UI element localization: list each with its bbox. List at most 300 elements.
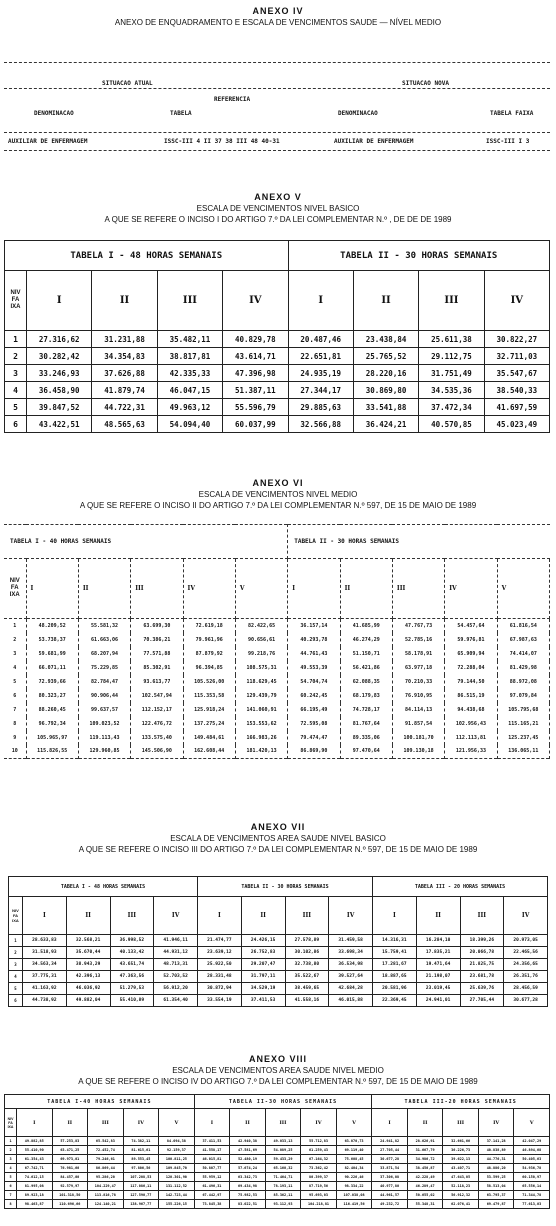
value-cell: 97.806,56 [123,1164,159,1173]
column-header: IV [123,1109,159,1137]
annex4-row-nova-codes: ISSC-III I 3 [486,138,530,145]
table-row [5,331,550,348]
value-cell: 142.723,44 [159,1191,195,1200]
annex8-table2-title: TABELA II-30 HORAS SEMANAIS [194,1095,372,1109]
value-cell: 95.286,20 [88,1173,124,1182]
value-cell: 80.399,37 [301,1173,337,1182]
value-cell: 63.977,18 [392,661,444,675]
value-cell: 20.973,05 [504,935,548,947]
value-cell: 71.344,78 [514,1191,550,1200]
value-cell: 51.387,11 [223,382,288,399]
value-cell: 44.722,31 [92,399,157,416]
column-header: IV [301,1109,337,1137]
value-cell: 75.608,45 [336,1155,372,1164]
corner-label: NIV [7,1116,14,1121]
value-cell: 60.150,97 [514,1173,550,1182]
value-cell: 37.141,28 [478,1137,514,1146]
level-cell: 7 [5,1191,17,1200]
value-cell: 74.382,11 [123,1137,159,1146]
value-cell: 76.981,60 [52,1164,88,1173]
value-cell: 43.422,51 [27,416,92,433]
annex7-table2-title: TABELA II - 30 HORAS SEMANAIS [198,877,373,897]
value-cell: 31.751,49 [419,365,484,382]
value-cell: 141.060,91 [235,703,287,717]
value-cell: 90.226,46 [336,1173,372,1182]
table-row [5,1182,550,1191]
value-cell: 93.112,93 [265,1200,301,1209]
column-header: II [416,897,460,935]
value-cell: 52.785,16 [392,633,444,647]
value-cell: 18.887,65 [373,971,417,983]
value-cell: 74.414,07 [497,647,549,661]
value-cell: 49.963,12 [157,399,222,416]
annex4-col-tabela-faixa: TABELA FAIXA [490,110,534,117]
column-header: III [460,897,504,935]
value-cell: 28.456,59 [504,983,548,995]
value-cell: 38.459,65 [285,983,329,995]
value-cell: 28.220,16 [353,365,418,382]
table-row [5,1146,550,1155]
value-cell: 61.354,40 [154,995,198,1007]
column-header: IV [445,559,497,619]
level-cell: 5 [5,1173,17,1182]
value-cell: 129.960,85 [78,745,130,759]
table-row [9,947,548,959]
column-header: II [407,1109,443,1137]
value-cell: 119.113,43 [78,731,130,745]
value-cell: 67.442,97 [194,1191,230,1200]
value-cell: 84.094,38 [159,1137,195,1146]
value-cell: 54.089,25 [265,1146,301,1155]
column-header: II [78,559,130,619]
value-cell: 63.342,73 [230,1173,266,1182]
column-header: IV [223,271,288,331]
value-cell: 112.152,17 [131,703,183,717]
value-cell: 42.684,28 [329,983,373,995]
value-cell: 63.795,37 [478,1191,514,1200]
value-cell: 74.728,17 [340,703,392,717]
value-cell: 72.595,08 [288,717,340,731]
column-header: I [27,271,92,331]
value-cell: 65.542,83 [88,1137,124,1146]
value-cell: 36.534,98 [329,959,373,971]
column-header: II [340,559,392,619]
value-cell: 24.941,82 [372,1137,408,1146]
annex7-corner [9,897,23,935]
table-row [9,935,548,947]
annex6-corner [4,559,26,619]
table-row [5,348,550,365]
table-row [5,1200,550,1209]
column-header: V [497,559,549,619]
value-cell: 42.047,29 [514,1137,550,1146]
value-cell: 112.113,81 [445,731,497,745]
value-cell: 131.112,52 [159,1182,195,1191]
level-cell: 1 [9,935,23,947]
value-cell: 34.529,19 [241,983,285,995]
value-cell: 39.527,64 [329,971,373,983]
value-cell: 40.293,78 [288,633,340,647]
value-cell: 21.474,77 [198,935,242,947]
value-cell: 68.207,94 [78,647,130,661]
column-header: I [372,1109,408,1137]
column-header: II [92,271,157,331]
value-cell: 21.825,75 [460,959,504,971]
value-cell: 136.065,11 [497,745,549,759]
value-cell: 43.407,71 [443,1164,479,1173]
value-cell: 41.558,16 [285,995,329,1007]
value-cell: 20.581,96 [373,983,417,995]
value-cell: 37.411,53 [241,995,285,1007]
column-header: II [353,271,418,331]
value-cell: 33.541,88 [353,399,418,416]
value-cell: 118.629,45 [235,675,287,689]
value-cell: 24.426,15 [241,935,285,947]
value-cell: 56.421,86 [340,661,392,675]
corner-label: IXA [7,1124,14,1129]
level-cell: 3 [5,1155,17,1164]
value-cell: 67.742,71 [17,1164,53,1173]
value-cell: 96.394,85 [183,661,235,675]
value-cell: 104.229,47 [88,1182,124,1191]
level-cell: 4 [5,1164,17,1173]
value-cell: 76.910,95 [392,689,444,703]
value-cell: 43.651,74 [110,959,154,971]
column-header: III [131,559,183,619]
column-header: IV [183,559,235,619]
corner-label: IXA [10,304,21,310]
value-cell: 87.879,92 [183,647,235,661]
column-header: I [288,271,353,331]
value-cell: 44.931,12 [154,947,198,959]
value-cell: 50.405,63 [514,1155,550,1164]
value-cell: 28.633,83 [23,935,67,947]
value-cell: 26.351,76 [504,971,548,983]
value-cell: 40.829,78 [223,331,288,348]
value-cell: 88.260,45 [26,703,78,717]
table-row [4,731,550,745]
column-header: IV [504,897,548,935]
level-cell: 1 [5,331,27,348]
annex5-section [0,192,556,225]
annex4-row-nova-denom: AUXILIAR DE ENFERMAGEM [334,138,414,145]
level-cell: 8 [5,1200,17,1209]
value-cell: 31.667,79 [407,1146,443,1155]
value-cell: 162.608,44 [183,745,235,759]
corner-label: NIV [10,290,21,296]
value-cell: 30.822,27 [484,331,549,348]
value-cell: 137.275,24 [183,717,235,731]
table-row [4,717,550,731]
value-cell: 59.433,29 [265,1155,301,1164]
value-cell: 63.471,25 [52,1146,88,1155]
value-cell: 79.144,50 [445,675,497,689]
value-cell: 66.195,49 [288,703,340,717]
value-cell: 33.871,54 [372,1164,408,1173]
value-cell: 67.164,32 [301,1155,337,1164]
value-cell: 52.703,52 [154,971,198,983]
table-row [4,633,550,647]
column-header: III [419,271,484,331]
value-cell: 35.522,67 [285,971,329,983]
value-cell: 22.651,81 [288,348,353,365]
column-header: III [285,897,329,935]
table-row [5,1137,550,1146]
annex8-subtitle1: ESCALA DE VENCIMENTOS AREA SAUDE NIVEL MEDIO [172,1066,384,1075]
value-cell: 109.130,18 [392,745,444,759]
table-row [5,1164,550,1173]
value-cell: 46.036,92 [66,983,110,995]
value-cell: 46.894,68 [514,1146,550,1155]
value-cell: 116.419,56 [336,1200,372,1209]
value-cell: 55.959,12 [194,1173,230,1182]
column-header: II [230,1109,266,1137]
value-cell: 44.738,92 [23,995,67,1007]
value-cell: 43.614,71 [223,348,288,365]
corner-label: FA [11,297,20,303]
value-cell: 46.015,81 [194,1155,230,1164]
value-cell: 20.066,78 [460,947,504,959]
value-cell: 109.845,70 [159,1164,195,1173]
column-header: II [241,897,285,935]
value-cell: 110.696,66 [52,1200,88,1209]
level-cell: 3 [9,959,23,971]
value-cell: 181.420,13 [235,745,287,759]
level-cell: 4 [4,661,26,675]
table-row [4,619,550,633]
value-cell: 149.484,61 [183,731,235,745]
value-cell: 29.885,63 [288,399,353,416]
column-header: I [26,559,78,619]
annex6-heading: ANEXO VI [252,478,304,488]
value-cell: 61.354,43 [17,1155,53,1164]
annex7-table1-title: TABELA I - 48 HORAS SEMANAIS [9,877,198,897]
annex6-table1-title: TABELA I - 40 HORAS SEMANAIS [4,525,288,559]
annex4-col-tabela: TABELA [170,110,192,117]
annex5-subtitle1: ESCALA DE VENCIMENTOS NIVEL BASICO [196,204,360,213]
value-cell: 113.816,78 [88,1191,124,1200]
value-cell: 73.362,42 [301,1164,337,1173]
value-cell: 60.242,45 [288,689,340,703]
value-cell: 90.656,61 [235,633,287,647]
value-cell: 72.288,04 [445,661,497,675]
value-cell: 145.506,90 [131,745,183,759]
value-cell: 33.246,93 [27,365,92,382]
value-cell: 79.961,96 [183,633,235,647]
value-cell: 49.033,13 [265,1137,301,1146]
annex8-table3-title: TABELA III-20 HORAS SEMANAIS [372,1095,550,1109]
value-cell: 70.386,21 [131,633,183,647]
annex5-corner [5,271,27,331]
annex6-section [0,478,556,511]
value-cell: 83.022,51 [230,1200,266,1209]
annex6-table2-title: TABELA II - 30 HORAS SEMANAIS [288,525,550,559]
value-cell: 121.956,33 [445,745,497,759]
column-header: III [265,1109,301,1137]
value-cell: 46.015,88 [329,995,373,1007]
value-cell: 69.434,98 [230,1182,266,1191]
value-cell: 38.817,81 [157,348,222,365]
value-cell: 99.637,57 [78,703,130,717]
value-cell: 81.767,64 [340,717,392,731]
value-cell: 56.912,20 [154,983,198,995]
column-header: I [373,897,417,935]
table-row [5,1191,550,1200]
value-cell: 55.581,32 [78,619,130,633]
table-row [4,703,550,717]
value-cell: 33.554,19 [198,995,242,1007]
value-cell: 40.133,42 [110,947,154,959]
value-cell: 122.476,72 [131,717,183,731]
value-cell: 27.705,44 [372,1146,408,1155]
value-cell: 97.470,64 [340,745,392,759]
value-cell: 47.643,05 [443,1173,479,1182]
value-cell: 53.738,37 [26,633,78,647]
value-cell: 66.071,11 [26,661,78,675]
value-cell: 31.797,11 [241,971,285,983]
value-cell: 62.088,35 [340,675,392,689]
annex8-subtitle2: A QUE SE REFERE O INCISO IV DO ARTIGO 7.º DA LEI COMPLEMENTAR N.º 597, DE 15 DE MAIO DE 1989 [78,1077,478,1086]
value-cell: 41.946,11 [154,935,198,947]
level-cell: 5 [4,675,26,689]
annex8-table [4,1094,550,1209]
annex4-rule-bottom [4,150,550,151]
value-cell: 41.697,59 [484,399,549,416]
annex4-row-atual-codes: ISSC-III 4 II 37 38 III 48 40-31 [164,138,280,145]
value-cell: 52.480,19 [230,1155,266,1164]
level-cell: 4 [5,382,27,399]
value-cell: 125.918,24 [183,703,235,717]
column-header: V [159,1109,195,1137]
value-cell: 44.961,57 [372,1191,408,1200]
value-cell: 72.619,18 [183,619,235,633]
value-cell: 80.323,27 [26,689,78,703]
value-cell: 109.023,52 [78,717,130,731]
value-cell: 58.178,91 [392,647,444,661]
level-cell: 1 [5,1137,17,1146]
value-cell: 33.698,34 [329,947,373,959]
value-cell: 22.465,56 [504,947,548,959]
corner-label: IXA [9,592,20,598]
value-cell: 54.457,64 [445,619,497,633]
value-cell: 27.344,17 [288,382,353,399]
column-header: III [157,271,222,331]
value-cell: 37.775,31 [23,971,67,983]
value-cell: 37.472,34 [419,399,484,416]
value-cell: 28.626,91 [407,1137,443,1146]
value-cell: 44.776,31 [478,1155,514,1164]
value-cell: 30.102,86 [285,947,329,959]
value-cell: 92.579,97 [52,1182,88,1191]
annex4-rule-top [4,62,550,63]
value-cell: 124.140,21 [88,1200,124,1209]
value-cell: 30.677,28 [504,995,548,1007]
annex4-col-denominacao-nova: DENOMINACAO [338,110,378,117]
value-cell: 55.410,90 [17,1146,53,1155]
annex7-subtitle1: ESCALA DE VENCIMENTOS AREA SAUDE NIVEL BASICO [170,834,386,843]
column-header: IV [329,897,373,935]
level-cell: 5 [9,983,23,995]
value-cell: 115.353,58 [183,689,235,703]
column-header: I [288,559,340,619]
value-cell: 55.596,79 [223,399,288,416]
value-cell: 48.880,20 [478,1164,514,1173]
value-cell: 90.906,44 [78,689,130,703]
value-cell: 81.615,61 [123,1146,159,1155]
value-cell: 46.274,29 [340,633,392,647]
value-cell: 102.956,43 [445,717,497,731]
level-cell: 6 [4,689,26,703]
value-cell: 24.356,65 [504,959,548,971]
annex4-rule-2 [4,88,550,89]
corner-label: IXA [12,918,19,923]
value-cell: 25.922,50 [198,959,242,971]
value-cell: 16.284,10 [416,935,460,947]
value-cell: 27.578,89 [285,935,329,947]
column-header: II [66,897,110,935]
value-cell: 42.228,49 [407,1173,443,1182]
column-header: IV [484,271,549,331]
column-header: I [23,897,67,935]
value-cell: 41.558,17 [194,1146,230,1155]
value-cell: 72.452,74 [88,1146,124,1155]
value-cell: 42.335,33 [157,365,222,382]
value-cell: 127.590,77 [123,1191,159,1200]
value-cell: 133.575,40 [131,731,183,745]
value-cell: 22.369,45 [373,995,417,1007]
value-cell: 92.159,37 [159,1146,195,1155]
level-cell: 7 [4,703,26,717]
value-cell: 25.611,38 [419,331,484,348]
value-cell: 70.210,33 [392,675,444,689]
value-cell: 63.699,30 [131,619,183,633]
value-cell: 58.513,04 [478,1182,514,1191]
value-cell: 107.038,08 [336,1191,372,1200]
value-cell: 23.639,12 [198,947,242,959]
value-cell: 81.995,08 [17,1182,53,1191]
value-cell: 31.518,93 [23,947,67,959]
value-cell: 99.218,76 [235,647,287,661]
annex7-table3-title: TABELA III - 20 HORAS SEMANAIS [373,877,548,897]
value-cell: 52.118,23 [443,1182,479,1191]
annex5-heading: ANEXO V [254,192,302,202]
table-row [4,647,550,661]
value-cell: 34.563,34 [23,959,67,971]
annex4-col-referencia: REFERENCIA [214,96,251,103]
value-cell: 47.767,73 [392,619,444,633]
value-cell: 44.761,43 [288,647,340,661]
column-header: I [17,1109,53,1137]
annex8-heading: ANEXO VIII [248,1054,307,1064]
value-cell: 125.237,45 [497,731,549,745]
value-cell: 46.047,15 [157,382,222,399]
value-cell: 35.482,11 [157,331,222,348]
value-cell: 32.566,88 [288,416,353,433]
value-cell: 35.670,44 [66,947,110,959]
value-cell: 93.613,77 [131,675,183,689]
value-cell: 77.571,88 [131,647,183,661]
column-header: III [392,559,444,619]
value-cell: 25.639,76 [460,983,504,995]
value-cell: 39.622,13 [443,1155,479,1164]
level-cell: 2 [9,947,23,959]
value-cell: 104.218,81 [301,1200,337,1209]
value-cell: 29.112,75 [419,348,484,365]
value-cell: 40.570,85 [419,416,484,433]
value-cell: 23.019,45 [416,983,460,995]
corner-label: FA [10,585,19,591]
value-cell: 65.909,94 [445,647,497,661]
